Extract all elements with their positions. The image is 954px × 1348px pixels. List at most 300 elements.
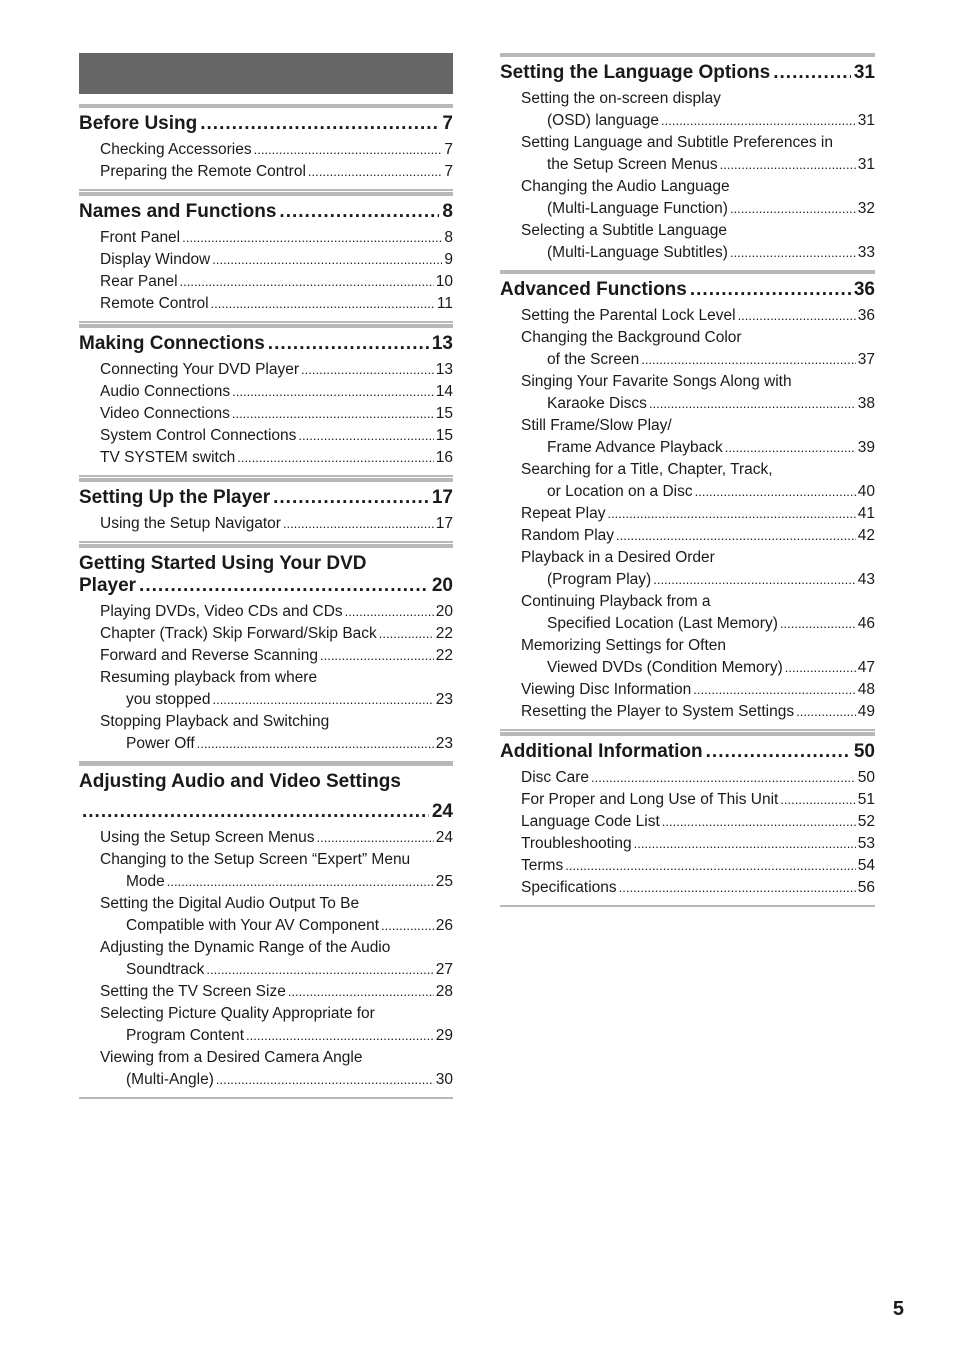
- dot-leader: [317, 827, 434, 849]
- dot-leader: [232, 403, 434, 425]
- toc-entry[interactable]: [500, 220, 875, 264]
- toc-entry-page: 36: [857, 307, 875, 324]
- toc-entry-page: 54: [857, 857, 875, 874]
- dot-leader: [607, 503, 855, 525]
- dot-leader: [662, 811, 856, 833]
- toc-entry[interactable]: [79, 1047, 453, 1091]
- toc-entry[interactable]: [500, 635, 875, 679]
- toc-entry[interactable]: [79, 893, 453, 937]
- toc-entry-text: Changing to the Setup Screen “Expert” Menu: [100, 851, 411, 868]
- toc-entry-page: 56: [857, 879, 875, 896]
- dot-leader: [690, 279, 851, 301]
- toc-entry-text: Searching for a Title, Chapter, Track,: [521, 461, 773, 478]
- toc-entry-line: [79, 1025, 453, 1047]
- toc-entry-line: [500, 547, 875, 569]
- toc-entry-text: Checking Accessories: [100, 141, 252, 158]
- toc-entry-line: [79, 645, 453, 667]
- dot-leader: [237, 447, 434, 469]
- toc-entry-text: Troubleshooting: [521, 835, 632, 852]
- dot-leader: [780, 789, 855, 811]
- toc-entry-line: [500, 242, 875, 264]
- toc-entry-text: Continuing Playback from a: [521, 593, 711, 610]
- section-bottom-rule: [79, 1097, 453, 1099]
- toc-entry-page: 47: [857, 659, 875, 676]
- toc-entry-line: [79, 403, 453, 425]
- toc-entry-page: 33: [857, 244, 875, 261]
- toc-entry-page: 22: [435, 647, 453, 664]
- toc-entry-text: Selecting Picture Quality Appropriate for: [100, 1005, 375, 1022]
- toc-entry-page: 50: [857, 769, 875, 786]
- toc-entry-text: Repeat Play: [521, 505, 606, 522]
- dot-leader: [653, 569, 856, 591]
- toc-entry-text: Frame Advance Playback: [547, 439, 723, 456]
- toc-entry-line: [79, 425, 453, 447]
- section-rule: [79, 324, 453, 328]
- toc-entry-line: [500, 305, 875, 327]
- toc-entry-text: Compatible with Your AV Component: [126, 917, 380, 934]
- dot-leader: [320, 645, 434, 667]
- toc-section: [500, 732, 875, 907]
- section-title[interactable]: [79, 553, 453, 597]
- toc-entry-text: (Multi-Language Function): [547, 200, 728, 217]
- section-rule: [79, 762, 453, 766]
- dot-leader: [379, 623, 434, 645]
- toc-entry-line: [500, 613, 875, 635]
- dot-leader: [730, 242, 856, 264]
- section-title-text: Adjusting Audio and Video Settings: [79, 771, 401, 792]
- section-page-number: 24: [431, 801, 453, 822]
- toc-entry[interactable]: [79, 447, 453, 469]
- toc-entry-page: 39: [857, 439, 875, 456]
- entry-list: [79, 513, 453, 535]
- toc-entry-page: 17: [435, 515, 453, 532]
- dot-leader: [720, 154, 856, 176]
- toc-entry-page: 11: [436, 295, 453, 312]
- toc-entry[interactable]: [500, 591, 875, 635]
- section-bottom-rule: [500, 729, 875, 731]
- toc-entry-text: Viewed DVDs (Condition Memory): [547, 659, 783, 676]
- toc-entry-line: [79, 981, 453, 1003]
- section-page-number: 50: [853, 741, 875, 762]
- toc-entry-text: Resetting the Player to System Settings: [521, 703, 795, 720]
- toc-entry-line: [500, 459, 875, 481]
- toc-entry-line: [79, 381, 453, 403]
- toc-entry-text: Playback in a Desired Order: [521, 549, 715, 566]
- section-title-text: Getting Started Using Your DVD: [79, 553, 367, 574]
- toc-entry-text: Connecting Your DVD Player: [100, 361, 300, 378]
- toc-entry-text: Specified Location (Last Memory): [547, 615, 778, 632]
- toc-entry-line: [79, 733, 453, 755]
- toc-section: [79, 762, 453, 1099]
- toc-entry[interactable]: [79, 249, 453, 271]
- toc-entry-line: [500, 569, 875, 591]
- toc-entry-text: Singing Your Favarite Songs Along with: [521, 373, 792, 390]
- toc-entry[interactable]: [79, 937, 453, 981]
- toc-entry-text: Setting the Parental Lock Level: [521, 307, 736, 324]
- toc-entry-text: Random Play: [521, 527, 615, 544]
- toc-entry-page: 14: [435, 383, 453, 400]
- dot-leader: [200, 113, 439, 135]
- toc-entry-line: [500, 591, 875, 613]
- dot-leader: [565, 855, 856, 877]
- toc-entry-text: Selecting a Subtitle Language: [521, 222, 727, 239]
- toc-entry[interactable]: [500, 371, 875, 415]
- toc-entry[interactable]: [79, 271, 453, 293]
- toc-entry-text: Program Content: [126, 1027, 245, 1044]
- toc-entry-page: 30: [435, 1071, 453, 1088]
- section-title[interactable]: [79, 333, 453, 355]
- toc-entry-page: 16: [435, 449, 453, 466]
- toc-entry-page: 46: [857, 615, 875, 632]
- toc-entry-page: 23: [435, 735, 453, 752]
- toc-entry-page: 40: [857, 483, 875, 500]
- toc-entry-page: 8: [444, 229, 453, 246]
- toc-entry-text: Specifications: [521, 879, 617, 896]
- toc-entry-page: 10: [435, 273, 453, 290]
- section-title[interactable]: [79, 487, 453, 509]
- toc-entry-line: [500, 503, 875, 525]
- section-title[interactable]: [500, 279, 875, 301]
- section-bottom-rule: [79, 189, 453, 191]
- toc-entry-page: 49: [857, 703, 875, 720]
- toc-entry-page: 48: [857, 681, 875, 698]
- dot-leader: [785, 657, 856, 679]
- section-bottom-rule: [79, 475, 453, 477]
- toc-entry-text: Terms: [521, 857, 564, 874]
- toc-entry[interactable]: [500, 767, 875, 789]
- toc-entry-page: 52: [857, 813, 875, 830]
- toc-entry-text: Setting the TV Screen Size: [100, 983, 286, 1000]
- toc-entry-line: [79, 359, 453, 381]
- dot-leader: [641, 349, 856, 371]
- section-page-number: 13: [431, 333, 453, 354]
- toc-entry-text: Stopping Playback and Switching: [100, 713, 330, 730]
- dot-leader: [182, 227, 442, 249]
- toc-entry-text: or Location on a Disc: [547, 483, 693, 500]
- toc-entry-line: [500, 110, 875, 132]
- section-page-number: 31: [853, 62, 875, 83]
- section-page-number: 36: [853, 279, 875, 300]
- dot-leader: [216, 1069, 434, 1091]
- toc-entry-text: Audio Connections: [100, 383, 231, 400]
- toc-entry-text: Playing DVDs, Video CDs and CDs: [100, 603, 343, 620]
- dot-leader: [212, 689, 433, 711]
- toc-entry-line: [79, 915, 453, 937]
- toc-entry[interactable]: [500, 701, 875, 723]
- dot-leader: [211, 293, 435, 315]
- toc-entry-line: [79, 249, 453, 271]
- dot-leader: [796, 701, 856, 723]
- dot-leader: [725, 437, 856, 459]
- dot-leader: [82, 801, 429, 823]
- toc-entry-line: [79, 711, 453, 733]
- dot-leader: [616, 525, 856, 547]
- toc-section: [79, 544, 453, 763]
- toc-entry-text: Setting the on-screen display: [521, 90, 721, 107]
- toc-entry[interactable]: [500, 305, 875, 327]
- section-rule: [500, 53, 875, 57]
- dot-leader: [308, 161, 442, 183]
- toc-entry-line: [79, 513, 453, 535]
- dot-leader: [298, 425, 433, 447]
- dot-leader: [283, 513, 434, 535]
- section-title-text: Player: [79, 575, 137, 596]
- toc-entry[interactable]: [79, 161, 453, 183]
- toc-entry[interactable]: [79, 623, 453, 645]
- toc-entry[interactable]: [79, 849, 453, 893]
- dot-leader: [206, 959, 433, 981]
- toc-entry-page: 28: [435, 983, 453, 1000]
- entry-list: [79, 359, 453, 469]
- toc-entry-text: (Multi-Language Subtitles): [547, 244, 728, 261]
- dot-leader: [695, 481, 856, 503]
- toc-entry-text: Still Frame/Slow Play/: [521, 417, 672, 434]
- entry-list: [79, 227, 453, 315]
- toc-entry-line: [500, 415, 875, 437]
- dot-leader: [381, 915, 434, 937]
- toc-entry[interactable]: [79, 645, 453, 667]
- toc-entry-line: [79, 893, 453, 915]
- dot-leader: [591, 767, 856, 789]
- toc-entry-line: [79, 937, 453, 959]
- toc-entry-line: [500, 789, 875, 811]
- dot-leader: [634, 833, 856, 855]
- toc-entry-text: Mode: [126, 873, 165, 890]
- toc-section: [79, 324, 453, 477]
- toc-entry[interactable]: [500, 877, 875, 899]
- entry-list: [500, 88, 875, 264]
- section-title[interactable]: [500, 741, 875, 763]
- toc-entry-line: [500, 132, 875, 154]
- section-bottom-rule: [79, 541, 453, 543]
- toc-entry-text: System Control Connections: [100, 427, 297, 444]
- toc-entry-line: [500, 767, 875, 789]
- toc-entry-page: 43: [857, 571, 875, 588]
- toc-entry[interactable]: [500, 503, 875, 525]
- toc-entry-text: Front Panel: [100, 229, 181, 246]
- toc-entry-page: 38: [857, 395, 875, 412]
- toc-entry-text: (Multi-Angle): [126, 1071, 214, 1088]
- toc-entry-text: of the Screen: [547, 351, 640, 368]
- toc-entry-text: (OSD) language: [547, 112, 660, 129]
- toc-entry[interactable]: [500, 833, 875, 855]
- toc-entry[interactable]: [79, 1003, 453, 1047]
- toc-entry-page: 23: [435, 691, 453, 708]
- toc-entry-line: [500, 635, 875, 657]
- dot-leader: [197, 733, 434, 755]
- section-page-number: 7: [442, 113, 453, 134]
- section-bottom-rule: [79, 321, 453, 323]
- dot-leader: [773, 62, 851, 84]
- toc-entry[interactable]: [79, 359, 453, 381]
- toc-entry-text: Soundtrack: [126, 961, 205, 978]
- toc-entry-page: 29: [435, 1027, 453, 1044]
- toc-entry-text: Memorizing Settings for Often: [521, 637, 727, 654]
- toc-entry-page: 26: [435, 917, 453, 934]
- page-number: 5: [892, 1298, 904, 1320]
- toc-entry-text: Rear Panel: [100, 273, 178, 290]
- toc-entry-page: 32: [857, 200, 875, 217]
- toc-entry-line: [79, 959, 453, 981]
- toc-entry[interactable]: [500, 459, 875, 503]
- toc-entry-page: 41: [857, 505, 875, 522]
- section-bottom-rule: [500, 905, 875, 907]
- section-title-text: Setting the Language Options: [500, 62, 771, 83]
- toc-entry-line: [79, 689, 453, 711]
- toc-entry-line: [500, 657, 875, 679]
- toc-entry-line: [500, 481, 875, 503]
- toc-entry-text: Language Code List: [521, 813, 660, 830]
- contents-header-bar: [79, 53, 453, 94]
- dot-leader: [279, 201, 439, 223]
- dot-leader: [345, 601, 434, 623]
- toc-entry[interactable]: [500, 132, 875, 176]
- toc-entry-line: [500, 349, 875, 371]
- toc-entry[interactable]: [500, 88, 875, 132]
- toc-entry-line: [79, 227, 453, 249]
- toc-entry-page: 13: [435, 361, 453, 378]
- toc-entry-text: For Proper and Long Use of This Unit: [521, 791, 779, 808]
- section-page-number: 8: [442, 201, 453, 222]
- toc-entry-page: 7: [444, 141, 453, 158]
- dot-leader: [619, 877, 856, 899]
- toc-entry-page: 42: [857, 527, 875, 544]
- dot-leader: [661, 110, 856, 132]
- toc-entry[interactable]: [500, 415, 875, 459]
- toc-entry[interactable]: [500, 811, 875, 833]
- toc-entry-line: [79, 161, 453, 183]
- toc-entry-page: 37: [857, 351, 875, 368]
- toc-entry-line: [79, 827, 453, 849]
- toc-entry-line: [500, 877, 875, 899]
- dot-leader: [167, 871, 434, 893]
- dot-leader: [246, 1025, 434, 1047]
- section-title[interactable]: [79, 201, 453, 223]
- toc-entry[interactable]: [79, 827, 453, 849]
- toc-entry-page: 31: [857, 156, 875, 173]
- toc-entry[interactable]: [79, 425, 453, 447]
- toc-entry-page: 24: [435, 829, 453, 846]
- toc-entry[interactable]: [500, 789, 875, 811]
- toc-entry-text: Viewing from a Desired Camera Angle: [100, 1049, 363, 1066]
- toc-entry-line: [500, 679, 875, 701]
- toc-section: [79, 478, 453, 543]
- dot-leader: [212, 249, 442, 271]
- section-title[interactable]: [79, 771, 453, 823]
- toc-entry[interactable]: [79, 667, 453, 711]
- toc-entry-line: [500, 855, 875, 877]
- toc-entry[interactable]: [500, 525, 875, 547]
- section-title-text: Making Connections: [79, 333, 265, 354]
- toc-entry[interactable]: [500, 547, 875, 591]
- toc-entry[interactable]: [79, 381, 453, 403]
- toc-entry[interactable]: [500, 176, 875, 220]
- toc-entry-line: [79, 667, 453, 689]
- toc-entry[interactable]: [500, 327, 875, 371]
- section-title-text: Setting Up the Player: [79, 487, 271, 508]
- toc-entry-line: [500, 811, 875, 833]
- toc-entry[interactable]: [500, 679, 875, 701]
- section-title-text: Advanced Functions: [500, 279, 687, 300]
- toc-entry-line: [79, 271, 453, 293]
- toc-entry[interactable]: [79, 513, 453, 535]
- entry-list: [79, 139, 453, 183]
- toc-entry-line: [79, 447, 453, 469]
- toc-entry-page: 53: [857, 835, 875, 852]
- toc-entry-page: 20: [435, 603, 453, 620]
- toc-entry-line: [500, 220, 875, 242]
- toc-entry-line: [79, 139, 453, 161]
- section-title-text: Additional Information: [500, 741, 703, 762]
- section-title[interactable]: [500, 62, 875, 84]
- toc-entry-text: Adjusting the Dynamic Range of the Audio: [100, 939, 391, 956]
- toc-entry[interactable]: [79, 711, 453, 755]
- toc-entry-line: [79, 623, 453, 645]
- toc-entry[interactable]: [79, 227, 453, 249]
- dot-leader: [693, 679, 855, 701]
- section-rule: [79, 192, 453, 196]
- section-page-number: 20: [431, 575, 453, 596]
- dot-leader: [139, 575, 429, 597]
- dot-leader: [268, 333, 429, 355]
- toc-entry-text: Disc Care: [521, 769, 590, 786]
- toc-entry-text: Changing the Audio Language: [521, 178, 730, 195]
- toc-entry-line: [500, 437, 875, 459]
- section-title-row: [79, 801, 453, 823]
- toc-entry-text: Resuming playback from where: [100, 669, 318, 686]
- toc-entry-line: [500, 833, 875, 855]
- toc-entry[interactable]: [500, 855, 875, 877]
- toc-entry-line: [79, 871, 453, 893]
- toc-entry[interactable]: [79, 981, 453, 1003]
- toc-section: [500, 53, 875, 272]
- toc-entry-text: Video Connections: [100, 405, 230, 422]
- toc-entry-page: 15: [435, 405, 453, 422]
- toc-entry-page: 7: [444, 163, 453, 180]
- toc-entry-text: Viewing Disc Information: [521, 681, 692, 698]
- toc-entry[interactable]: [79, 293, 453, 315]
- toc-entry-line: [500, 327, 875, 349]
- toc-entry-line: [500, 88, 875, 110]
- toc-entry[interactable]: [79, 139, 453, 161]
- section-title-text: Names and Functions: [79, 201, 277, 222]
- toc-entry-line: [500, 176, 875, 198]
- section-rule: [500, 732, 875, 736]
- toc-entry-page: 27: [435, 961, 453, 978]
- dot-leader: [288, 981, 434, 1003]
- toc-entry-line: [79, 1047, 453, 1069]
- toc-entry-text: Preparing the Remote Control: [100, 163, 306, 180]
- toc-entry-text: Using the Setup Screen Menus: [100, 829, 315, 846]
- toc-entry-text: TV SYSTEM switch: [100, 449, 236, 466]
- toc-entry[interactable]: [79, 601, 453, 623]
- dot-leader: [180, 271, 434, 293]
- toc-entry-text: Chapter (Track) Skip Forward/Skip Back: [100, 625, 377, 642]
- toc-entry-text: Remote Control: [100, 295, 209, 312]
- section-rule: [79, 544, 453, 548]
- toc-entry-line: [79, 601, 453, 623]
- toc-entry[interactable]: [79, 403, 453, 425]
- toc-entry-line: [500, 393, 875, 415]
- section-title[interactable]: [79, 113, 453, 135]
- toc-entry-line: [500, 198, 875, 220]
- section-page-number: 17: [431, 487, 453, 508]
- toc-entry-line: [79, 1069, 453, 1091]
- toc-entry-text: Changing the Background Color: [521, 329, 742, 346]
- section-title-row: [79, 575, 453, 597]
- toc-entry-text: the Setup Screen Menus: [547, 156, 718, 173]
- toc-entry-text: you stopped: [126, 691, 211, 708]
